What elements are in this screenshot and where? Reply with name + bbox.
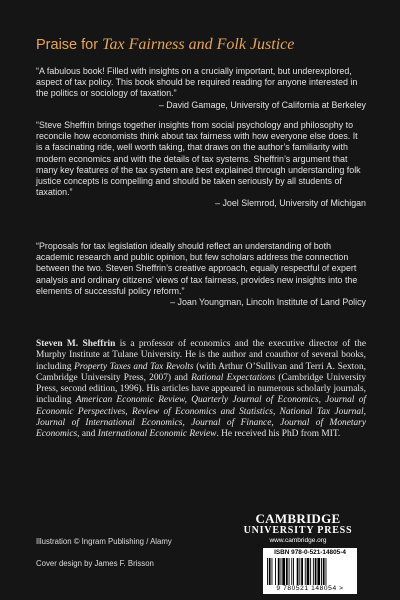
book-title: Tax Fairness and Folk Justice: [102, 36, 295, 53]
praise-heading: [36, 36, 376, 54]
bio-text: (with Arthur O’Sullivan and Terri A. Sexton, Cambridge University Press, 2007) and: [36, 361, 367, 383]
quote-1: [36, 66, 366, 111]
publisher-url: www.cambridge.org: [269, 537, 327, 544]
praise-prefix: Praise for: [36, 37, 103, 53]
isbn-text: ISBN 978-0-521-14805-4: [274, 549, 346, 556]
bio-book-title: Rational Expectations: [191, 372, 276, 383]
bio-text: and: [79, 429, 98, 440]
quote-text: “Steve Sheffrin brings together insights from social psychology and philosophy to reconcile how economists think about tax fairness with how everyone else does. It is a fascinating ride, well worth taking, that draws on the author’s familiarity with modern economics and with the details of tax systems. Sheffrin’s argument that many key features of the tax system are best explained through understanding folk justice concepts is compelling and should be taken seriously by all students of taxation.”: [36, 120, 361, 198]
quote-text: “Proposals for tax legislation ideally should reflect an understanding of both academic research and public opinion, but few scholars address the connection between the two. Steven Sheffrin’s creative approach, equally respectful of expert analysis and ordinary citizens’ views of tax fairness, provides new insights into the elements of successful policy reform.”: [36, 241, 358, 296]
author-bio: [36, 339, 366, 441]
bio-journals: International Economic Review: [97, 429, 217, 440]
barcode: [263, 548, 357, 594]
illustration-credit: Illustration © Ingram Publishing / Alamy: [36, 537, 172, 546]
quote-2: [36, 120, 366, 210]
bio-text: . He received his PhD from MIT.: [216, 429, 341, 440]
barcode-digits: 9 780521 148054 >: [276, 585, 344, 592]
author-name: Steven M. Sheffrin: [36, 339, 116, 349]
quote-attribution: – Joan Youngman, Lincoln Institute of Land Policy: [170, 297, 366, 308]
bio-book-title: Property Taxes and Tax Revolts: [74, 361, 194, 372]
bio-text: (Cambridge University Press, second edition, 1996). His articles have appeared in numerous scholarly journals, including: [36, 372, 367, 406]
cover-credit: Cover design by James F. Brisson: [36, 559, 154, 568]
publisher-logo: [236, 512, 360, 545]
quote-3: [36, 241, 366, 308]
publisher-subname: UNIVERSITY PRESS: [243, 525, 353, 536]
quote-text: “A fabulous book! Filled with insights on a crucially important, but underexplored, aspect of tax policy. This book should be required reading for anyone interested in the politics or sociology of taxation.”: [36, 66, 358, 99]
bio-journals: American Economic Review, Quarterly Journal of Economics, Journal of Economic Perspectives, Review of Economics and Statistics, National Tax Journal, Journal of International Economics, Journal of Finance, Journal of Monetary Economics,: [36, 395, 366, 440]
barcode-bars-icon: [267, 558, 353, 585]
bio-text: is a professor of economics and the executive director of the Murphy Institute at Tulane University. He is the author and coauthor of several books, including: [36, 339, 366, 372]
quote-attribution: – Joel Slemrod, University of Michigan: [215, 198, 366, 209]
publisher-name: CAMBRIDGE: [255, 511, 341, 526]
quote-attribution: – David Gamage, University of California at Berkeley: [158, 99, 366, 110]
